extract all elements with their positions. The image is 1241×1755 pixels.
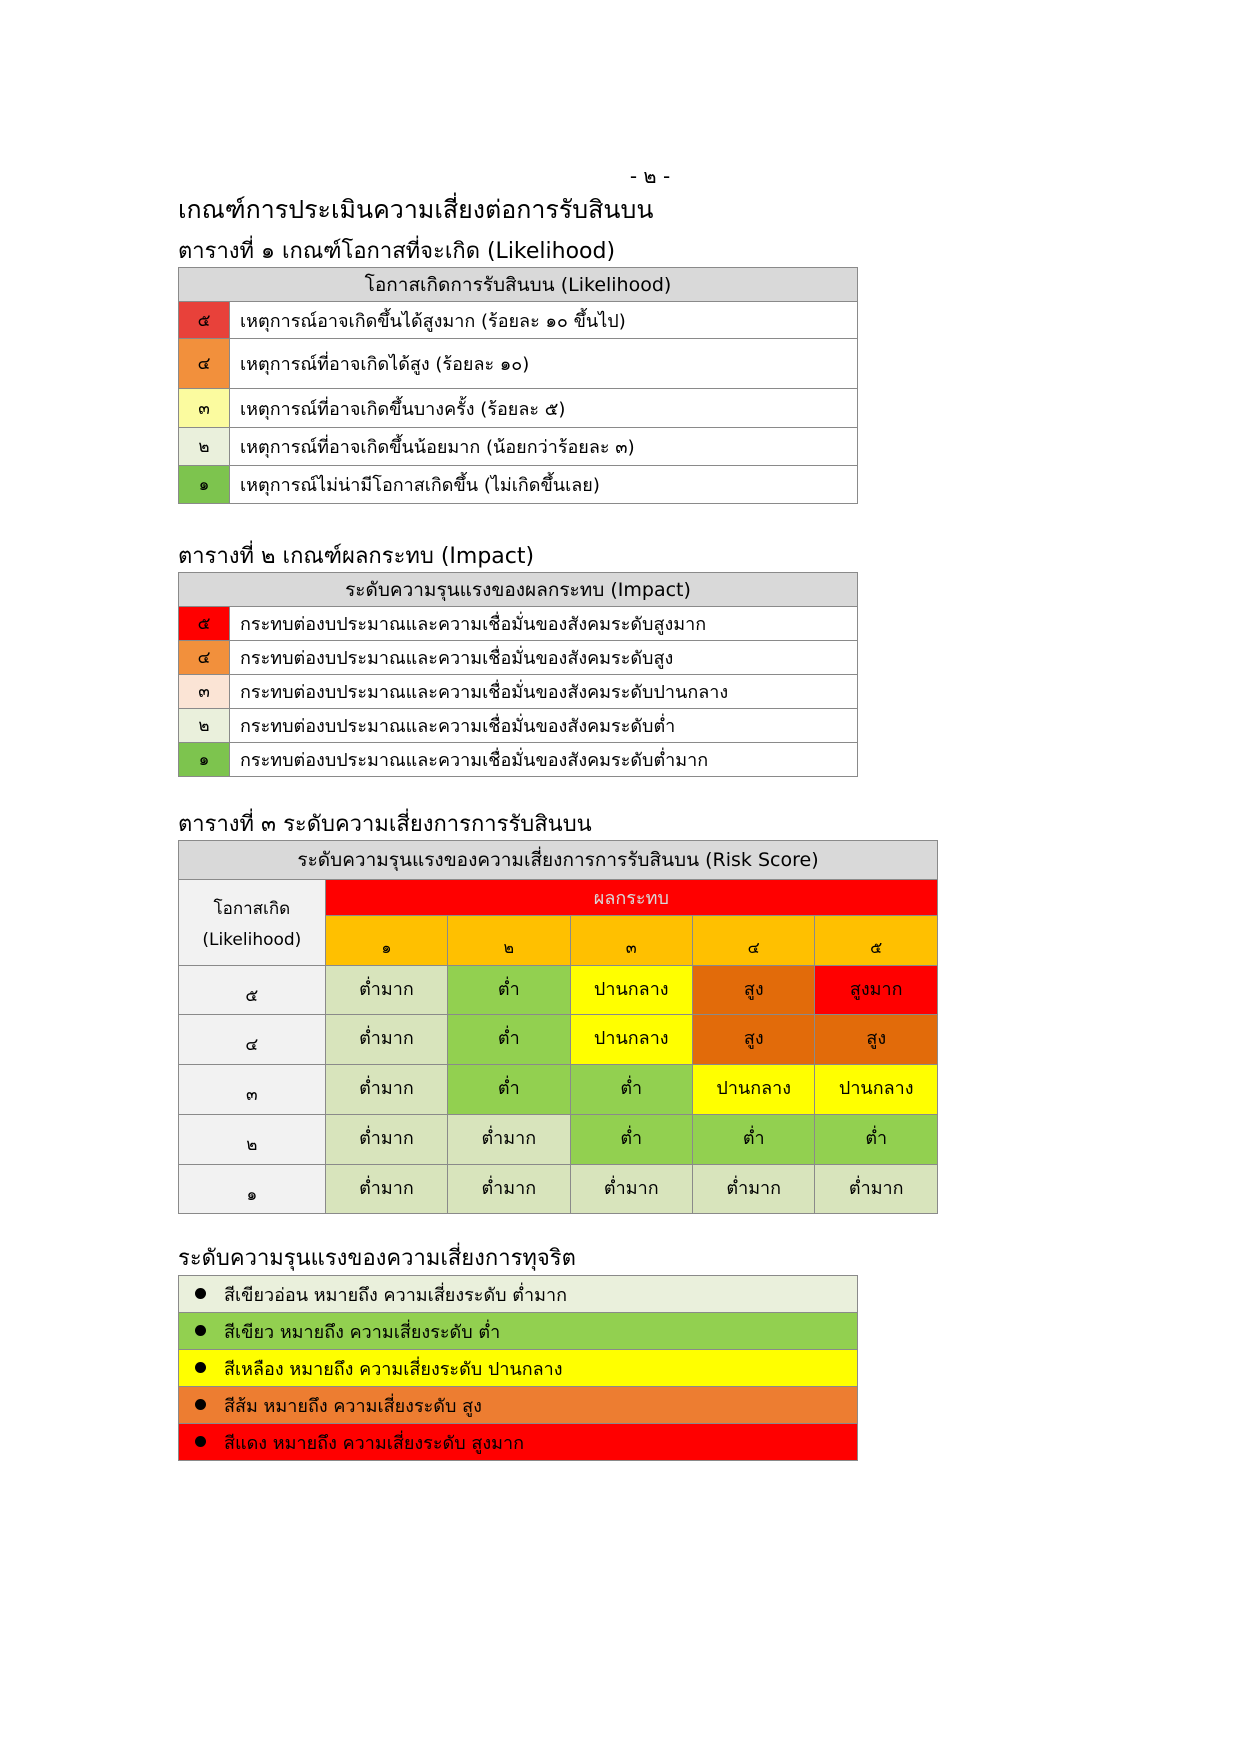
risk-cell: ต่ำมาก — [448, 1165, 570, 1214]
legend-text: สีเขียว หมายถึง ความเสี่ยงระดับ ต่ำ — [224, 1321, 501, 1343]
table-row — [179, 1015, 938, 1065]
legend-item — [179, 1350, 858, 1387]
likelihood-description: เหตุการณ์ที่อาจเกิดขึ้นน้อยมาก (น้อยกว่าร้อยละ ๓) — [230, 428, 858, 466]
table-row — [179, 389, 858, 428]
impact-table-caption: ตารางที่ ๒ เกณฑ์ผลกระทบ (Impact) — [178, 544, 535, 569]
legend-item — [179, 1313, 858, 1350]
bullet-icon — [195, 1399, 206, 1410]
risk-cell: สูง — [693, 966, 815, 1015]
impact-table — [178, 572, 858, 777]
impact-level: ๒ — [179, 709, 230, 743]
likelihood-table-caption: ตารางที่ ๑ เกณฑ์โอกาสที่จะเกิด (Likelihood) — [178, 239, 616, 264]
likelihood-level: ๕ — [179, 302, 230, 339]
table-row — [179, 1165, 938, 1214]
legend-caption: ระดับความรุนแรงของความเสี่ยงการทุจริต — [178, 1246, 576, 1271]
risk-cell: สูงมาก — [815, 966, 938, 1015]
risk-cell: ต่ำ — [693, 1115, 815, 1165]
likelihood-description: เหตุการณ์ที่อาจเกิดขึ้นบางครั้ง (ร้อยละ ๕) — [230, 389, 858, 428]
impact-level-header: ๒ — [448, 916, 570, 966]
likelihood-level: ๔ — [179, 1015, 326, 1065]
impact-level: ๔ — [179, 641, 230, 675]
impact-description: กระทบต่องบประมาณและความเชื่อมั่นของสังคมระดับสูงมาก — [230, 607, 858, 641]
table-row — [179, 1115, 938, 1165]
table-row — [179, 302, 858, 339]
risk-cell: ต่ำมาก — [325, 966, 447, 1015]
legend-text: สีส้ม หมายถึง ความเสี่ยงระดับ สูง — [224, 1395, 482, 1417]
impact-level: ๕ — [179, 607, 230, 641]
table-row — [179, 466, 858, 504]
impact-level-header: ๕ — [815, 916, 938, 966]
table-row — [179, 339, 858, 389]
legend-text: สีเขียวอ่อน หมายถึง ความเสี่ยงระดับ ต่ำมาก — [224, 1284, 567, 1306]
likelihood-level: ๕ — [179, 966, 326, 1015]
impact-level: ๑ — [179, 743, 230, 777]
table-row — [179, 709, 858, 743]
legend-item — [179, 1424, 858, 1461]
impact-level-header: ๔ — [693, 916, 815, 966]
risk-cell: ต่ำมาก — [325, 1065, 447, 1115]
bullet-icon — [195, 1362, 206, 1373]
impact-description: กระทบต่องบประมาณและความเชื่อมั่นของสังคมระดับสูง — [230, 641, 858, 675]
risk-cell: ต่ำ — [815, 1115, 938, 1165]
impact-description: กระทบต่องบประมาณและความเชื่อมั่นของสังคมระดับต่ำ — [230, 709, 858, 743]
likelihood-level: ๔ — [179, 339, 230, 389]
likelihood-description: เหตุการณ์อาจเกิดขึ้นได้สูงมาก (ร้อยละ ๑๐ ขึ้นไป) — [230, 302, 858, 339]
impact-description: กระทบต่องบประมาณและความเชื่อมั่นของสังคมระดับปานกลาง — [230, 675, 858, 709]
risk-cell: ปานกลาง — [570, 966, 692, 1015]
legend-text: สีเหลือง หมายถึง ความเสี่ยงระดับ ปานกลาง — [224, 1358, 563, 1380]
likelihood-level: ๒ — [179, 428, 230, 466]
risk-cell: ต่ำมาก — [448, 1115, 570, 1165]
risk-legend — [178, 1275, 858, 1461]
table-row — [179, 675, 858, 709]
page-number: - ๒ - — [629, 164, 671, 188]
likelihood-description: เหตุการณ์ที่อาจเกิดได้สูง (ร้อยละ ๑๐) — [230, 339, 858, 389]
impact-description: กระทบต่องบประมาณและความเชื่อมั่นของสังคมระดับต่ำมาก — [230, 743, 858, 777]
risk-cell: ต่ำ — [448, 1015, 570, 1065]
risk-cell: ต่ำ — [448, 966, 570, 1015]
likelihood-axis-label-line1: โอกาสเกิด — [213, 899, 291, 919]
risk-matrix-caption: ตารางที่ ๓ ระดับความเสี่ยงการการรับสินบน — [178, 812, 592, 837]
likelihood-axis-label — [179, 880, 326, 966]
risk-cell: ต่ำมาก — [325, 1115, 447, 1165]
likelihood-level: ๑ — [179, 1165, 326, 1214]
table-row — [179, 1065, 938, 1115]
risk-cell: ต่ำ — [570, 1065, 692, 1115]
risk-cell: ต่ำมาก — [570, 1165, 692, 1214]
impact-level-header: ๓ — [570, 916, 692, 966]
legend-text: สีแดง หมายถึง ความเสี่ยงระดับ สูงมาก — [224, 1432, 524, 1454]
likelihood-level: ๒ — [179, 1115, 326, 1165]
risk-cell: ปานกลาง — [570, 1015, 692, 1065]
risk-cell: สูง — [693, 1015, 815, 1065]
risk-cell: สูง — [815, 1015, 938, 1065]
likelihood-axis-label-line2: (Likelihood) — [202, 930, 302, 950]
impact-level-header: ๑ — [325, 916, 447, 966]
risk-cell: ต่ำมาก — [693, 1165, 815, 1214]
table-row — [179, 607, 858, 641]
page-title: เกณฑ์การประเมินความเสี่ยงต่อการรับสินบน — [178, 195, 654, 224]
risk-cell: ต่ำมาก — [815, 1165, 938, 1214]
risk-cell: ปานกลาง — [815, 1065, 938, 1115]
risk-cell: ต่ำ — [570, 1115, 692, 1165]
risk-cell: ต่ำ — [448, 1065, 570, 1115]
likelihood-level: ๑ — [179, 466, 230, 504]
risk-cell: ต่ำมาก — [325, 1015, 447, 1065]
risk-cell: ปานกลาง — [693, 1065, 815, 1115]
likelihood-table — [178, 267, 858, 504]
table-row — [179, 428, 858, 466]
bullet-icon — [195, 1288, 206, 1299]
legend-item — [179, 1276, 858, 1313]
likelihood-description: เหตุการณ์ไม่น่ามีโอกาสเกิดขึ้น (ไม่เกิดขึ้นเลย) — [230, 466, 858, 504]
table-row — [179, 743, 858, 777]
bullet-icon — [195, 1325, 206, 1336]
table-row — [179, 641, 858, 675]
legend-item — [179, 1387, 858, 1424]
impact-axis-label: ผลกระทบ — [325, 880, 937, 916]
impact-table-header: ระดับความรุนแรงของผลกระทบ (Impact) — [179, 573, 858, 607]
bullet-icon — [195, 1436, 206, 1447]
risk-matrix-header: ระดับความรุนแรงของความเสี่ยงการการรับสินบน (Risk Score) — [179, 841, 938, 880]
impact-level: ๓ — [179, 675, 230, 709]
risk-matrix — [178, 840, 938, 1214]
risk-cell: ต่ำมาก — [325, 1165, 447, 1214]
likelihood-level: ๓ — [179, 389, 230, 428]
table-row — [179, 966, 938, 1015]
likelihood-table-header: โอกาสเกิดการรับสินบน (Likelihood) — [179, 268, 858, 302]
likelihood-level: ๓ — [179, 1065, 326, 1115]
